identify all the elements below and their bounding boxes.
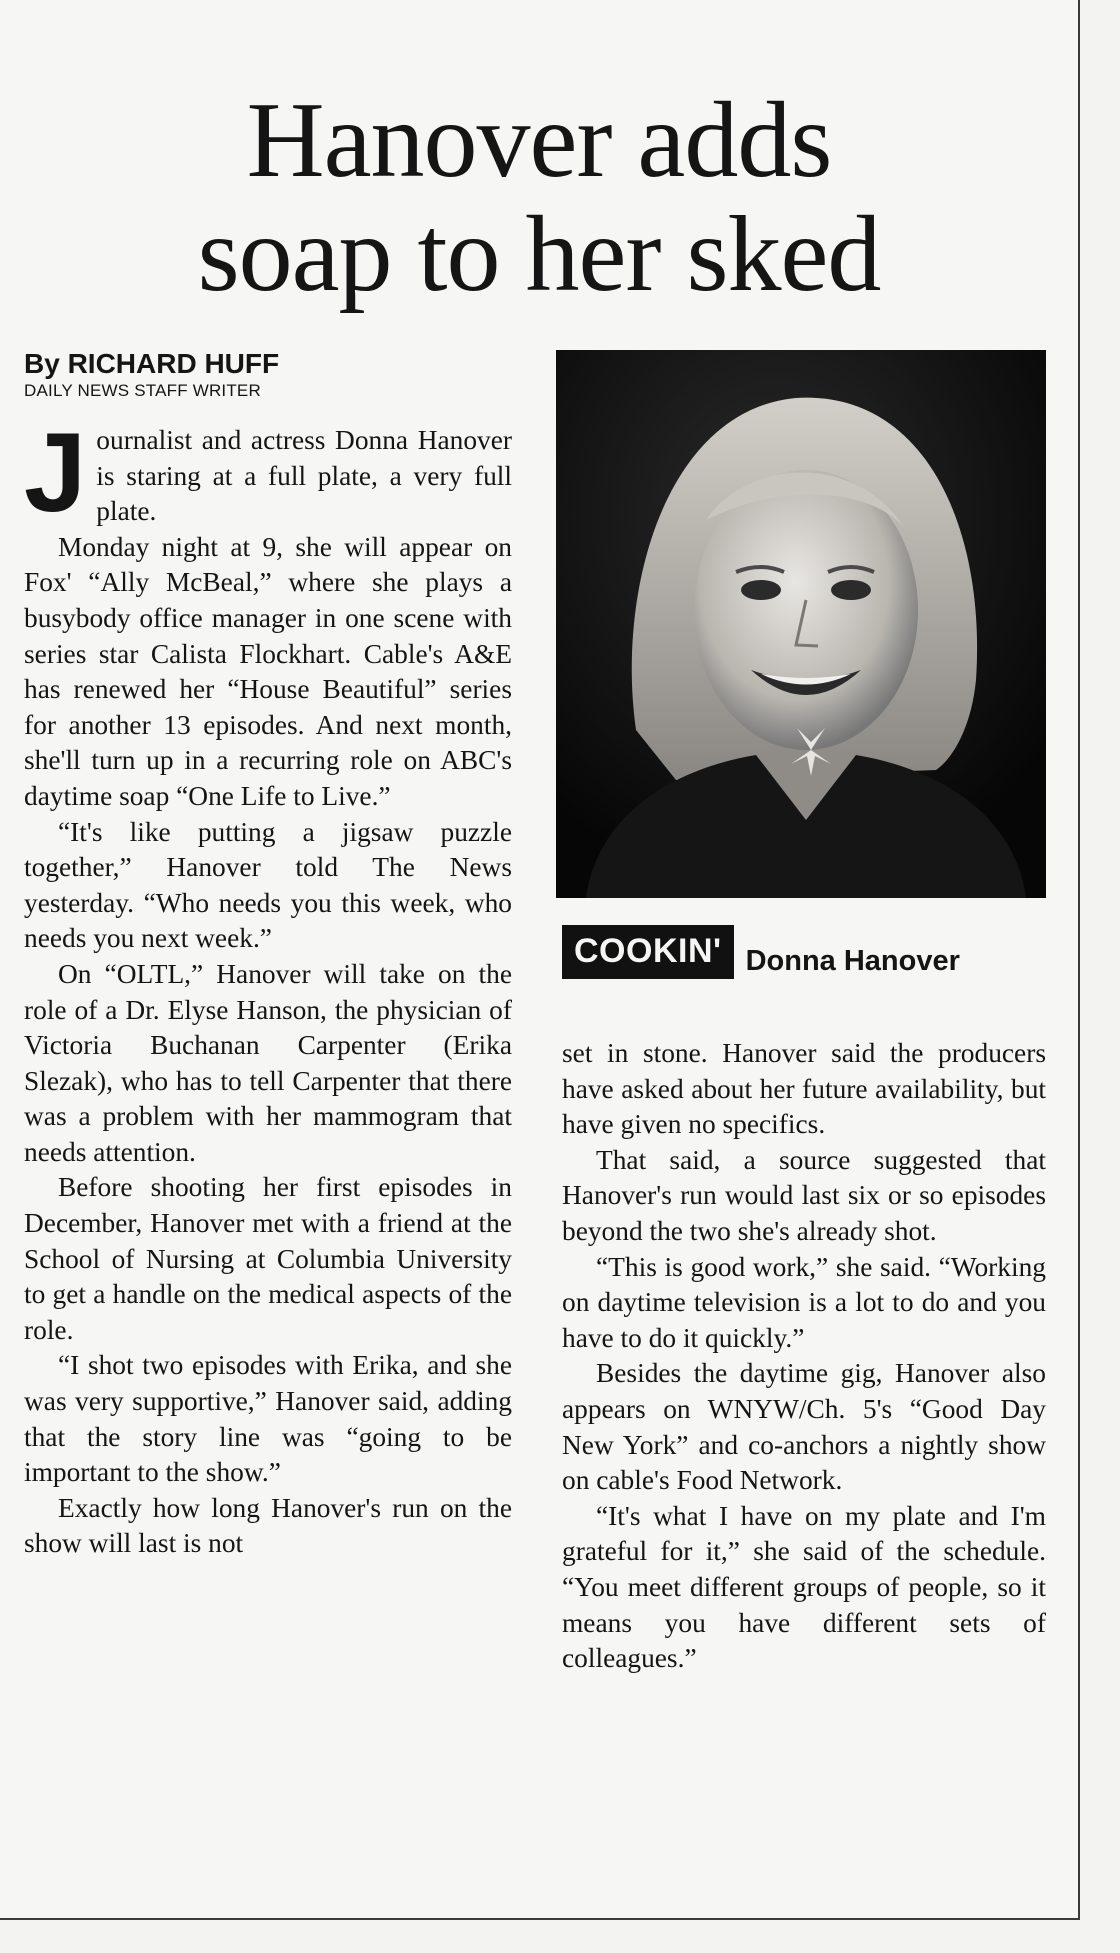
article-column-2: [562, 1036, 1046, 1677]
article-paragraph: Before shooting her first episodes in December, Hanover met with a friend at the School of Nursing at Columbia University to get a handle on the medical aspects of the role.: [24, 1172, 512, 1345]
article-paragraph: “This is good work,” she said. “Working on daytime television is a lot to do and you have to do it quickly.”: [562, 1251, 1046, 1353]
clipping-edge-bottom: [0, 1918, 1080, 1920]
byline-role: DAILY NEWS STAFF WRITER: [24, 381, 261, 400]
headline: [0, 81, 1078, 315]
headline-line-2: soap to her sked: [197, 195, 881, 315]
headline-line-1: Hanover adds: [246, 81, 832, 201]
clipping-edge-right: [1078, 0, 1080, 1920]
caption-tag: COOKIN': [562, 925, 734, 979]
article-paragraph: Exactly how long Hanover's run on the show will last is not: [24, 1492, 512, 1559]
article-paragraph: “It's like putting a jigsaw puzzle together,” Hanover told The News yesterday. “Who needs you this week, who needs you next week.”: [24, 816, 512, 954]
drop-cap: J: [24, 410, 87, 535]
photo-caption: [562, 922, 960, 982]
lead-paragraph: [24, 410, 512, 535]
article-paragraph: Monday night at 9, she will appear on Fox' “Ally McBeal,” where she plays a busybody office manager in one scene with series star Calista Flockhart. Cable's A&E has renewed her “House Beautiful” series for another 13 episodes. And next month, she'll turn up in a recurring role on ABC's daytime soap “One Life to Live.”: [24, 531, 512, 811]
portrait-photo: [556, 350, 1046, 898]
lead-text: ournalist and actress Donna Hanover is staring at a full plate, a very full plate.: [96, 425, 512, 527]
byline: [24, 348, 524, 402]
portrait-image: [556, 350, 1046, 898]
caption-name: Donna Hanover: [745, 944, 960, 977]
article-paragraph: set in stone. Hanover said the producers have asked about her future availability, but have given no specifics.: [562, 1038, 1046, 1140]
article-paragraph: Besides the daytime gig, Hanover also appears on WNYW/Ch. 5's “Good Day New York” and co-anchors a nightly show on cable's Food Network.: [562, 1358, 1046, 1496]
article-paragraph: On “OLTL,” Hanover will take on the role of a Dr. Elyse Hanson, the physician of Victoria Buchanan Carpenter (Erika Slezak), who has to tell Carpenter that there was a problem with her mammogram that needs attention.: [24, 958, 512, 1167]
article-paragraph: “I shot two episodes with Erika, and she was very supportive,” Hanover said, adding that the story line was “going to be important to the show.”: [24, 1350, 512, 1488]
article-column-1: [24, 410, 512, 1562]
byline-author: By RICHARD HUFF: [24, 348, 280, 379]
article-paragraph: That said, a source suggested that Hanover's run would last six or so episodes beyond the two she's already shot.: [562, 1144, 1046, 1246]
article-paragraph: “It's what I have on my plate and I'm grateful for it,” she said of the schedule. “You meet different groups of people, so it means you have different sets of colleagues.”: [562, 1500, 1046, 1674]
